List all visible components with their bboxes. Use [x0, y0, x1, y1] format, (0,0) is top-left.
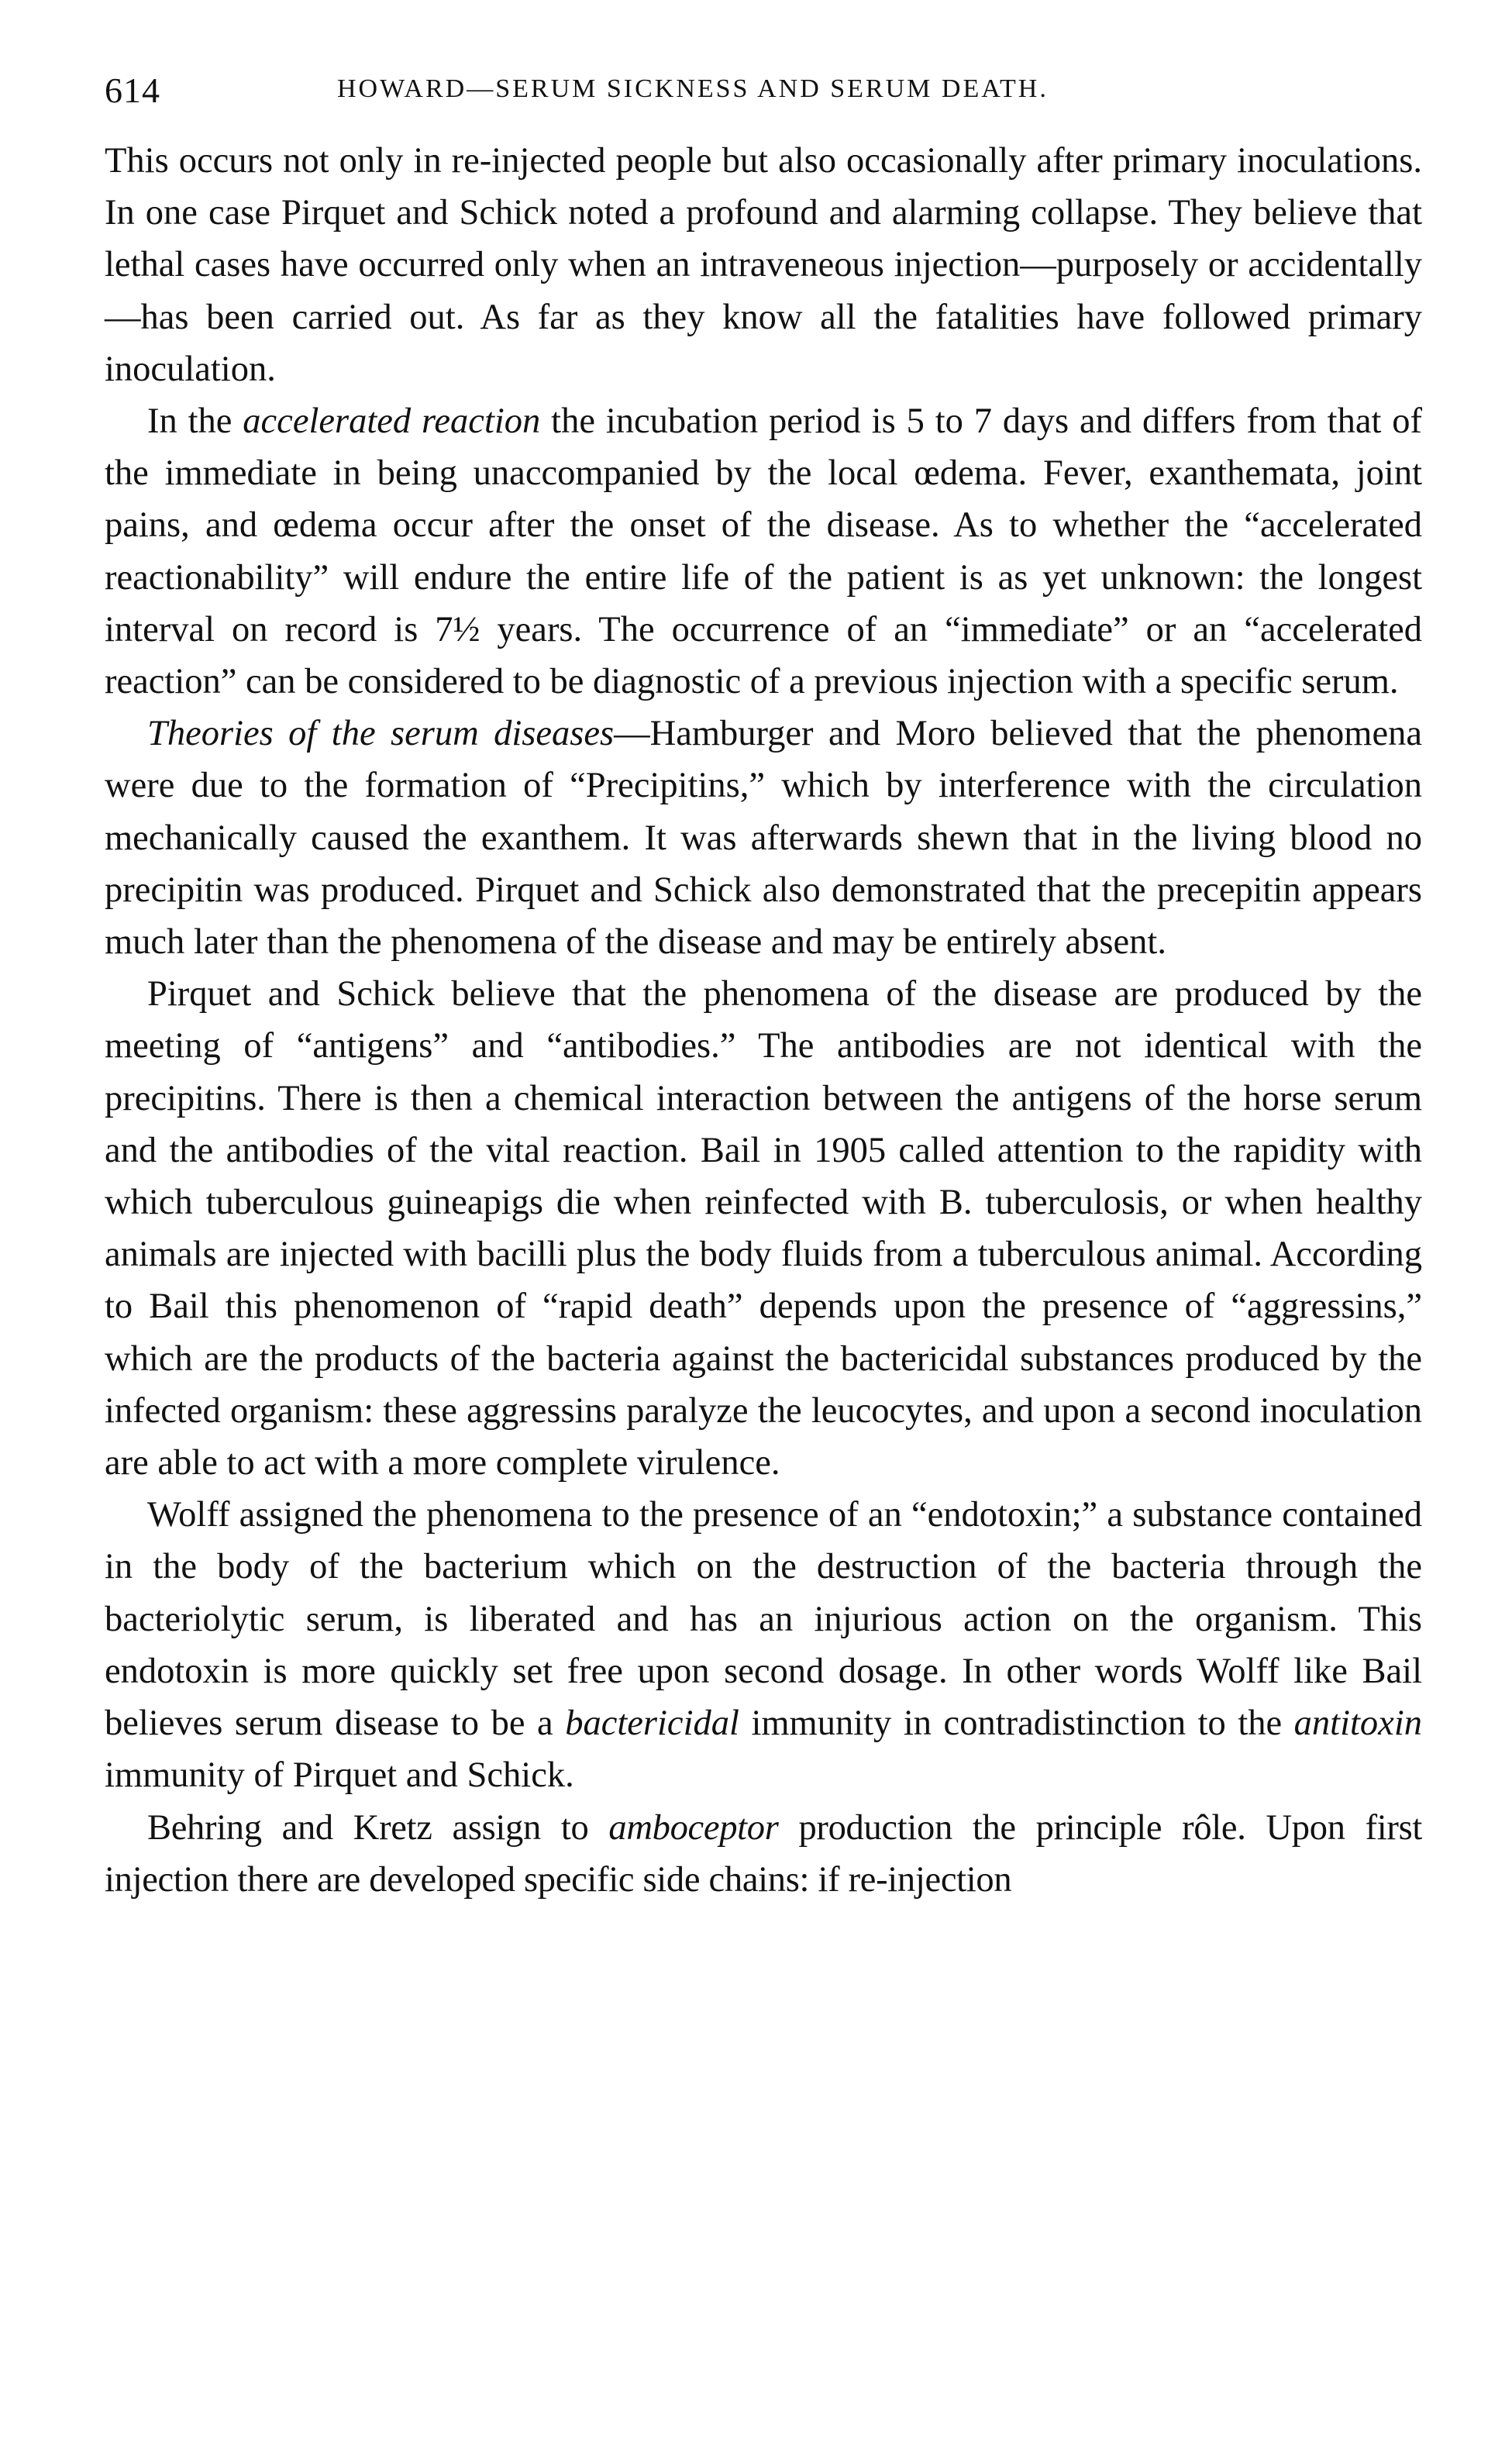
- page-number: 614: [105, 71, 160, 110]
- paragraph-5-italic: bactericidal: [565, 1704, 739, 1744]
- paragraph-2-rest: the incubation period is 5 to 7 days and differs from that of the immediate in being unaccompanied by the local œdema. Fever, exanthemata, joint pains, and œdema occur after the onset of the disease. As to whether the “accelerated reactionability” will endure the entire life of the patient is as yet unknown: the longest interval on record is 7½ years. The occurrence of an “immediate” or an “accelerated reaction” can be considered to be diagnostic of a previous injection with a specific serum.: [105, 401, 1422, 702]
- paragraph-4-text: Pirquet and Schick believe that the phenomena of the disease are produced by the meeting of “antigens” and “antibodies.” The antibodies are not identical with the precipitins. There is then a chemical interaction between the antigens of the horse serum and the antibodies of the vital reaction. Bail in 1905 called attention to the rapidity with which tuberculous guineapigs die when reinfected with B. tuberculosis, or when healthy animals are injected with bacilli plus the body fluids from a tuberculous animal. According to Bail this phenomenon of “rapid death” depends upon the presence of “aggressins,” which are the products of the bacteria against the bactericidal substances produced by the infected organism: these aggressins paralyze the leucocytes, and upon a second inoculation are able to act with a more complete virulence.: [105, 974, 1422, 1483]
- running-title: HOWARD—SERUM SICKNESS AND SERUM DEATH.: [337, 74, 1049, 103]
- paragraph-5-rest: immunity of Pirquet and Schick.: [105, 1755, 574, 1796]
- paragraph-2: [105, 395, 1422, 708]
- paragraph-3-italic: Theories of the serum diseases: [147, 714, 615, 754]
- running-head: [105, 70, 1422, 116]
- paragraph-3: [105, 708, 1422, 968]
- paragraph-6: [105, 1802, 1422, 1906]
- paragraph-2-lead: In the: [147, 401, 243, 442]
- page: [105, 70, 1422, 1906]
- paragraph-5-lead: Wolff assigned the phenomena to the presence of an “endotoxin;” a substance contained in the body of the bacterium which on the destruction of the bacteria through the bacteriolytic serum, is liberated and has an injurious action on the organism. This endotoxin is more quickly set free upon second dosage. In other words Wolff like Bail believes serum disease to be a: [105, 1495, 1422, 1744]
- paragraph-1: [105, 135, 1422, 395]
- paragraph-5-mid: immunity in contradistinction to the: [739, 1704, 1294, 1744]
- body-text: [105, 135, 1422, 1906]
- paragraph-6-lead: Behring and Kretz assign to: [147, 1807, 609, 1848]
- paragraph-5: [105, 1489, 1422, 1801]
- paragraph-6-italic: amboceptor: [608, 1807, 779, 1848]
- paragraph-1-text: This occurs not only in re-injected people but also occasionally after primary inoculations. In one case Pirquet and Schick noted a profound and alarming collapse. They believe that lethal cases have occurred only when an intraveneous injection—purposely or accidentally—has been carried out. As far as they know all the fatalities have followed primary inoculation.: [105, 141, 1422, 389]
- paragraph-5-italic-2: antitoxin: [1293, 1704, 1422, 1744]
- paragraph-4: [105, 968, 1422, 1489]
- paragraph-2-italic: accelerated reaction: [243, 401, 541, 442]
- paragraph-3-rest: —Hamburger and Moro believed that the phenomena were due to the formation of “Precipitins,” which by interference with the circulation mechanically caused the exanthem. It was afterwards shewn that in the living blood no precipitin was produced. Pirquet and Schick also demonstrated that the precepitin appears much later than the phenomena of the disease and may be entirely absent.: [105, 714, 1422, 963]
- paragraph-6-rest: production the principle rôle. Upon first injection there are developed specific side chains: if re-injection: [105, 1807, 1422, 1900]
